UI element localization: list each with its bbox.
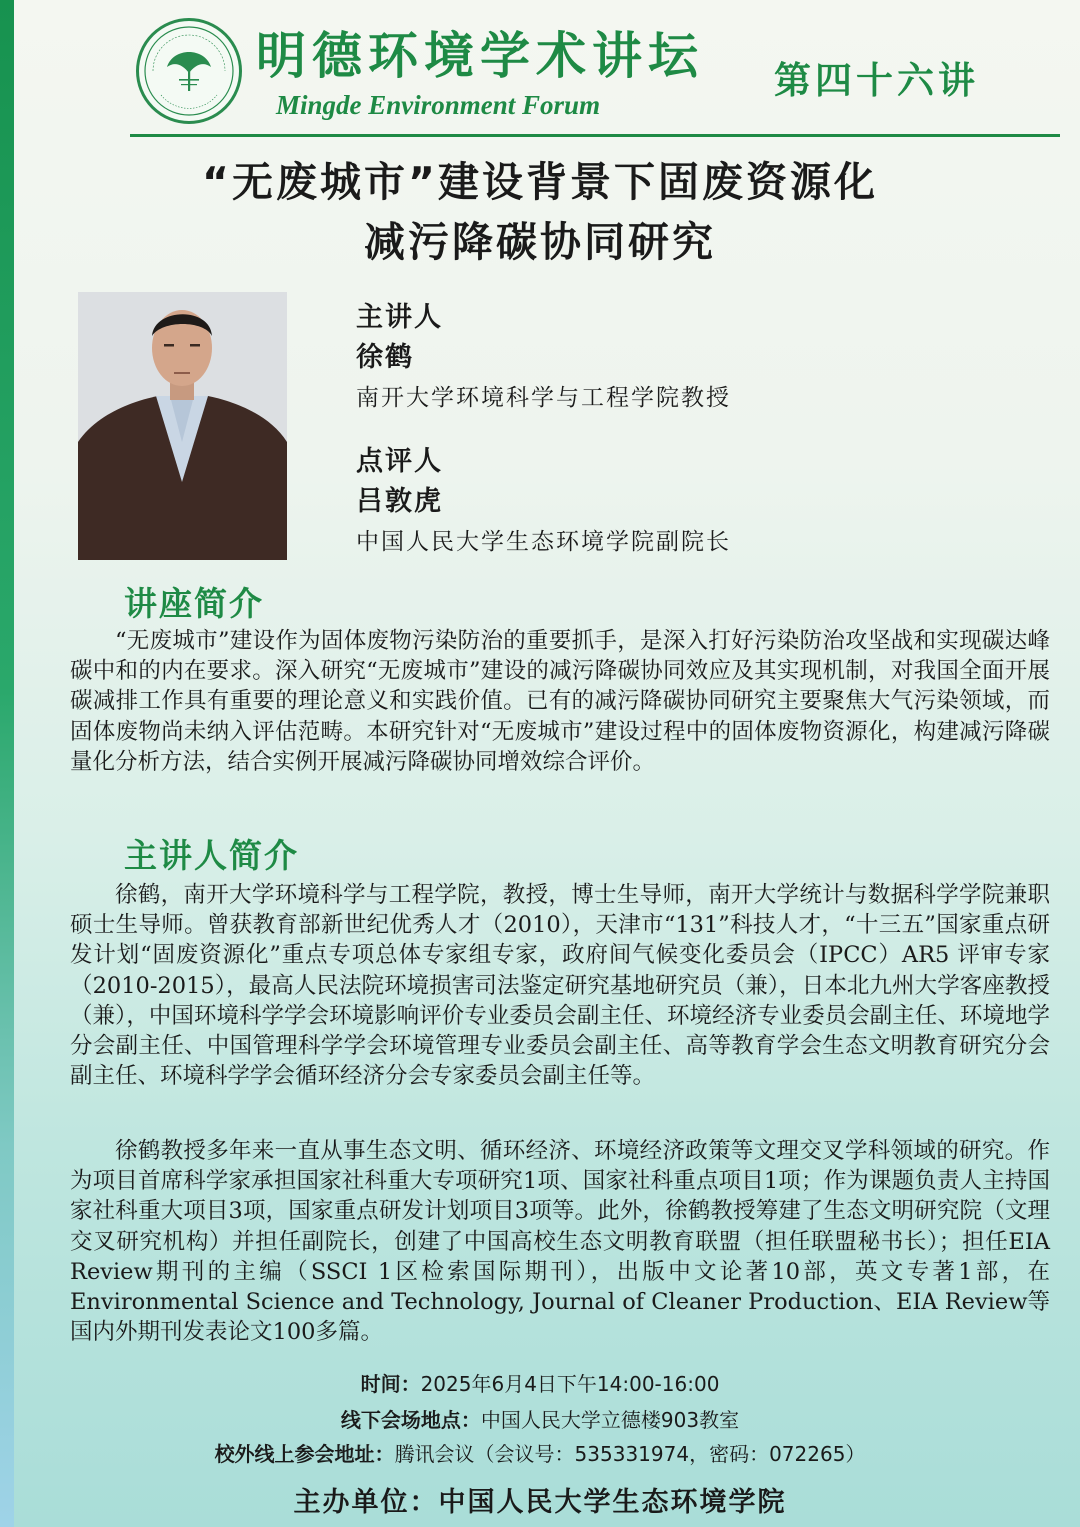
speaker-affiliation: 南开大学环境科学与工程学院教授 bbox=[356, 385, 731, 411]
lecture-intro-text: “无废城市”建设作为固体废物污染防治的重要抓手，是深入打好污染防治攻坚战和实现碳达峰碳中和的内在要求。深入研究“无废城市”建设的减污降碳协同效应及其实现机制，对我国全面开展碳减排工作具有重要的理论意义和实践价值。已有的减污降碳协同研究主要聚焦大气污染领域，而固体废物尚未纳入评估范畴。本研究针对“无废城市”建设过程中的固体废物资源化，构建减污降碳量化分析方法，结合实例开展减污降碳协同增效综合评价。 bbox=[70, 628, 1050, 775]
speaker-intro-paragraph-1: 徐鹤，南开大学环境科学与工程学院，教授，博士生导师，南开大学统计与数据科学学院兼职硕士生导师。曾获教育部新世纪优秀人才（2010），天津市“131”科技人才，“十三五”国家重点研发计划“固废资源化”重点专项总体专家组专家，政府间气候变化委员会（IPCC）AR5 评审专家（2010-2015），最高人民法院环境损害司法鉴定研究基地研究员（兼），日本北九州大学客座教授（兼），中国环境科学学会环境影响评价专业委员会副主任、环境经济专业委员会副主任、环境地学分会副主任、中国管理科学学会环境管理专业委员会副主任、高等教育学会生态文明教育研究分会副主任、环境科学学会循环经济分会专家委员会副主任等。 bbox=[70, 882, 1050, 1090]
event-time bbox=[0, 1366, 1080, 1402]
speaker-role-label: 主讲人 bbox=[356, 302, 443, 333]
speaker-intro-heading: 主讲人简介 bbox=[124, 836, 299, 875]
lecture-title bbox=[0, 152, 1080, 272]
forum-title: 明德环境学术讲坛 bbox=[256, 26, 704, 85]
header bbox=[0, 0, 1080, 140]
event-venue-label: 线下会场地点： bbox=[340, 1408, 481, 1432]
lecture-title-line-2: 减污降碳协同研究 bbox=[364, 218, 716, 266]
host-organization: 主办单位：中国人民大学生态环境学院 bbox=[293, 1487, 787, 1518]
forum-subtitle: Mingde Environment Forum bbox=[276, 90, 601, 120]
speakers-block bbox=[356, 298, 1036, 562]
event-venue-value: 中国人民大学立德楼903教室 bbox=[480, 1408, 740, 1432]
event-venue bbox=[0, 1402, 1080, 1438]
event-time-label: 时间： bbox=[360, 1372, 421, 1396]
commentator-affiliation: 中国人民大学生态环境学院副院长 bbox=[356, 529, 731, 555]
header-divider bbox=[130, 134, 1060, 137]
event-time-value: 2025年6月4日下午14:00-16:00 bbox=[420, 1372, 720, 1396]
commentator-role-label: 点评人 bbox=[356, 446, 443, 477]
speaker-photo bbox=[78, 292, 287, 560]
event-online-value: 腾讯会议（会议号：535331974，密码：072265） bbox=[394, 1442, 866, 1466]
speaker-intro-paragraph-2: 徐鹤教授多年来一直从事生态文明、循环经济、环境经济政策等文理交叉学科领域的研究。作为项目首席科学家承担国家社科重大专项研究1项、国家社科重点项目1项；作为课题负责人主持国家社科重大项目3项，国家重点研发计划项目3项等。此外，徐鹤教授筹建了生态文明研究院（文理交叉研究机构）并担任副院长，创建了中国高校生态文明教育联盟（担任联盟秘书长）；担任EIA Review期刊的主编（SSCI 1区检索国际期刊），出版中文论著10部，英文专著1部，在Environmental Science and Technology, Journal of Cleaner Production、EIA Review等国内外期刊发表论文100多篇。 bbox=[70, 1138, 1050, 1346]
lecture-intro-heading: 讲座简介 bbox=[124, 584, 264, 623]
lecture-number: 第四十六讲 bbox=[774, 58, 979, 102]
event-online bbox=[0, 1436, 1080, 1472]
commentator-name: 吕敦虎 bbox=[356, 486, 443, 517]
event-online-label: 校外线上参会地址： bbox=[214, 1442, 395, 1466]
university-logo bbox=[136, 18, 242, 124]
lecture-title-line-1: “无废城市”建设背景下固废资源化 bbox=[202, 158, 878, 206]
speaker-name: 徐鹤 bbox=[356, 342, 414, 373]
